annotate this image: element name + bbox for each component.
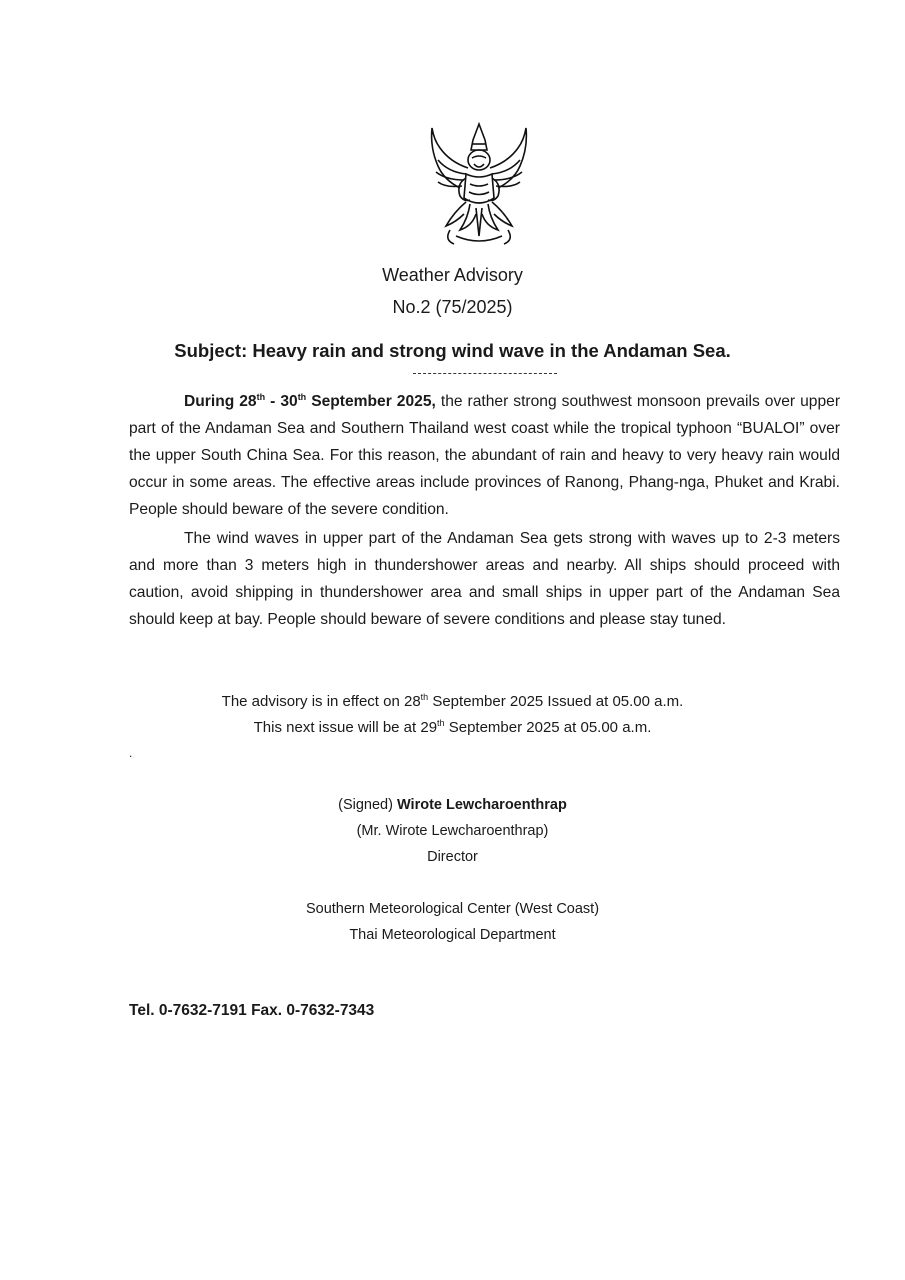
signed-line: (Signed) Wirote Lewcharoenthrap (338, 797, 567, 813)
paragraph-2: The wind waves in upper part of the Andaman Sea gets strong with waves up to 2-3 meters and more than 3 meters high in thundershower areas and nearby. All ships should proceed with caution, avoid shipping in thundershower area and small ships in upper part of the Andaman Sea should keep at bay. People should beware of severe conditions and please stay tuned. (129, 530, 840, 628)
paragraph-1-text: the rather strong southwest monsoon prevails over upper part of the Andaman Sea and Southern Thailand west coast while the tropical typhoon “BUALOI” over the upper South China Sea. For this reason, the abundant of rain and heavy to very heavy rain would occur in some areas. The effective areas include provinces of Ranong, Phang-nga, Phuket and Krabi. People should beware of the severe condition. (129, 393, 841, 518)
signer-position: Director (427, 849, 478, 865)
advisory-number: No.2 (75/2025) (392, 297, 513, 317)
paragraph-1 (129, 388, 840, 523)
divider-line (413, 373, 557, 374)
subject-line: Subject: Heavy rain and strong wind wave in the Andaman Sea. (174, 340, 731, 361)
notice-effective: The advisory is in effect on 28th September 2025 Issued at 05.00 a.m. (221, 692, 684, 710)
organization-department: Thai Meteorological Department (349, 927, 556, 943)
organization-center: Southern Meteorological Center (West Coast) (305, 901, 600, 917)
stray-dot: . (129, 746, 133, 760)
document-title: Weather Advisory (382, 265, 523, 285)
notice-next-issue: This next issue will be at 29th September 2025 at 05.00 a.m. (253, 718, 652, 736)
contact-tel-fax: Tel. 0-7632-7191 Fax. 0-7632-7343 (129, 1002, 375, 1019)
signer-name: Wirote Lewcharoenthrap (396, 797, 567, 813)
signer-full-name: (Mr. Wirote Lewcharoenthrap) (356, 823, 549, 839)
garuda-emblem-icon (420, 118, 538, 258)
date-range: During 28th - 30th September 2025, (184, 391, 436, 410)
